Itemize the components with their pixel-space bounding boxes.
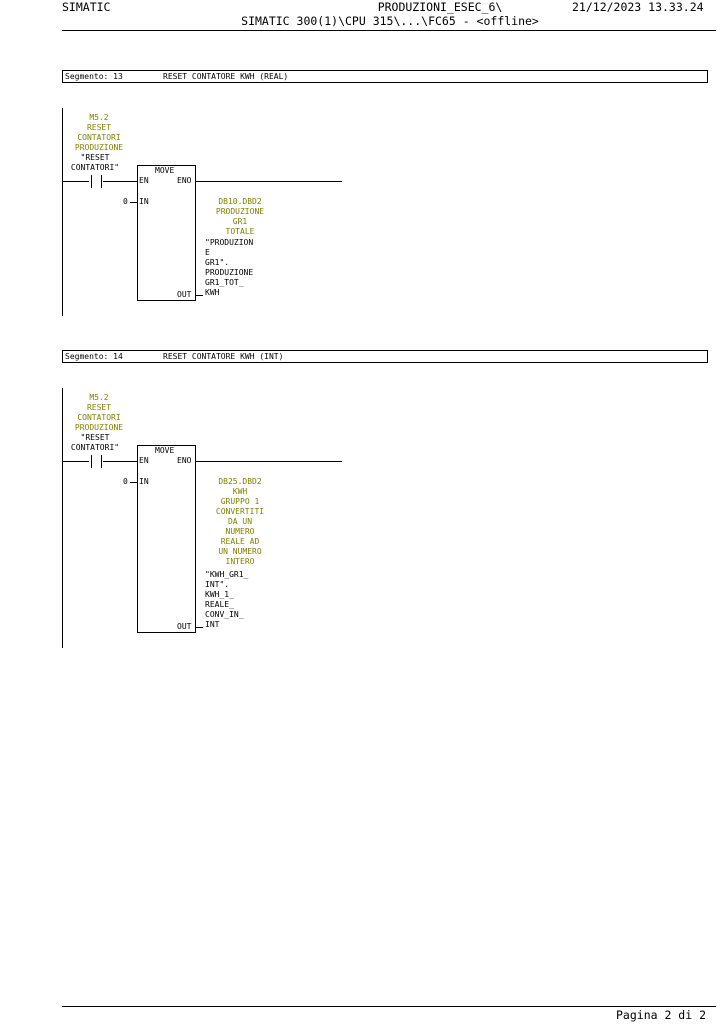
rung-wire: [196, 461, 342, 462]
header-rule: [62, 30, 716, 31]
pin-out: OUT: [177, 290, 192, 299]
contact-no-icon[interactable]: [101, 175, 102, 188]
pin-out: OUT: [177, 622, 192, 631]
contact-address: M5.2 RESET CONTATORI PRODUZIONE: [74, 113, 124, 152]
segment-label: Segmento: 13: [65, 72, 123, 81]
rung-wire: [63, 461, 89, 462]
rung-wire: [63, 181, 89, 182]
segment-title: RESET CONTATORE KWH (INT): [163, 352, 284, 361]
header-brand: SIMATIC: [62, 0, 111, 14]
move-block[interactable]: [137, 445, 196, 633]
pin-eno: ENO: [177, 456, 192, 465]
pin-in: IN: [139, 197, 149, 206]
contact-symbol: "RESET CONTATORI": [70, 153, 120, 172]
contact-no-icon[interactable]: [91, 175, 92, 188]
header-datetime: 21/12/2023 13.33.24: [572, 0, 704, 14]
block-name: MOVE: [155, 446, 175, 455]
out-symbol: "PRODUZION E GR1". PRODUZIONE GR1_TOT_ KWH: [205, 238, 254, 297]
header-project: PRODUZIONI_ESEC_6\: [377, 0, 503, 14]
contact-symbol: "RESET CONTATORI": [70, 433, 120, 452]
in-value: 0: [123, 477, 128, 486]
header-path: SIMATIC 300(1)\CPU 315\...\FC65 - <offline>: [241, 14, 539, 28]
out-comment: DB10.DBD2 PRODUZIONE GR1 TOTALE: [215, 197, 265, 236]
rung-wire: [196, 181, 342, 182]
contact-no-icon[interactable]: [91, 455, 92, 468]
pin-in: IN: [139, 477, 149, 486]
footer-rule: [62, 1006, 716, 1007]
out-symbol: "KWH_GR1_ INT". KWH_1_ REALE_ CONV_IN_ INT: [205, 570, 249, 629]
segment-header: [62, 350, 708, 363]
pin-en: EN: [139, 456, 149, 465]
pin-wire: [196, 295, 203, 296]
in-value: 0: [123, 197, 128, 206]
rung-wire: [103, 181, 137, 182]
rung-wire: [103, 461, 137, 462]
segment-title: RESET CONTATORE KWH (REAL): [163, 72, 289, 81]
pin-en: EN: [139, 176, 149, 185]
contact-no-icon[interactable]: [101, 455, 102, 468]
pin-wire: [130, 482, 137, 483]
page-number: Pagina 2 di 2: [616, 1008, 707, 1022]
pin-eno: ENO: [177, 176, 192, 185]
segment-header: [62, 70, 708, 83]
pin-wire: [196, 627, 203, 628]
segment-label: Segmento: 14: [65, 352, 123, 361]
contact-address: M5.2 RESET CONTATORI PRODUZIONE: [74, 393, 124, 432]
out-comment: DB25.DBD2 KWH GRUPPO 1 CONVERTITI DA UN NUMERO REALE AD UN NUMERO INTERO: [215, 477, 265, 566]
block-name: MOVE: [155, 166, 175, 175]
pin-wire: [130, 202, 137, 203]
